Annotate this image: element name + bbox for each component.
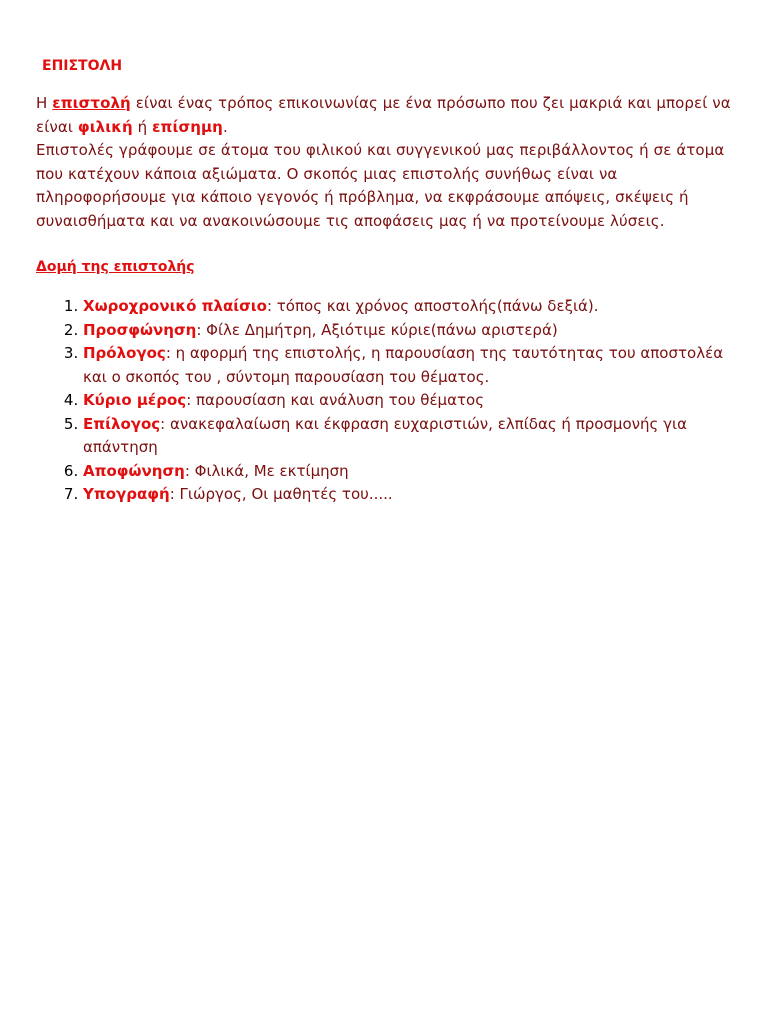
list-item-text: : Φίλε Δημήτρη, Αξιότιμε κύριε(πάνω αριστερά) [196,320,558,339]
list-item-text: : τόπος και χρόνος αποστολής(πάνω δεξιά). [266,297,599,315]
list-item [83,483,732,507]
term-letter: επιστολή [52,94,131,112]
list-item-text: : η αφορμή της επιστολής, η παρουσίαση της ταυτότητας του αποστολέα και ο σκοπός του , σύντομη παρουσίαση του θέματος. [83,344,724,386]
list-item-text: : ανακεφαλαίωση και έκφραση ευχαριστιών, ελπίδας ή προσμονής για απάντηση [83,414,687,456]
list-item-term: Προσφώνηση [83,320,197,339]
list-item-text: : παρουσίαση και ανάλυση του θέματος [186,391,485,409]
list-item [83,295,732,319]
structure-list [36,295,732,507]
term-formal: επίσημη [152,117,223,136]
intro-text: Η [36,94,53,112]
list-item [83,319,732,343]
intro-text: είναι ένας τρόπος επικοινωνίας με ένα πρόσωπο που ζει μακριά και μπορεί να είναι [36,94,731,136]
list-item-text: : Φιλικά, Με εκτίμηση [184,461,349,480]
intro-second-paragraph: Επιστολές γράφουμε σε άτομα του φιλικού και συγγενικού μας περιβάλλοντος ή σε άτομα που κατέχουν κάποια αξιώματα. Ο σκοπός μιας επιστολής συνήθως είναι να πληροφορήσουμε για κάποιο γεγονός ή πρόβλημα, να εκφράσουμε απόψεις, σκέψεις ή συναισθήματα και να ανακοινώσουμε τις αποφάσεις μας ή να προτείνουμε λύσεις. [36,141,725,230]
list-item [83,460,732,484]
list-item [83,342,732,389]
intro-paragraph [36,92,732,233]
list-item-term: Επίλογος [83,414,161,433]
list-item-term: Αποφώνηση [83,461,185,480]
list-item [83,413,732,460]
list-item [83,389,732,413]
list-item-term: Πρόλογος [83,344,166,362]
list-item-term: Χωροχρονικό πλαίσιο [83,297,267,315]
list-item-term: Κύριο μέρος [83,391,187,409]
document-title: ΕΠΙΣΤΟΛΗ [42,58,123,74]
term-friendly: φιλική [77,117,133,136]
structure-heading: Δομή της επιστολής [36,259,195,275]
intro-text: . [222,117,228,136]
list-item-text: : Γιώργος, Οι μαθητές του..... [169,485,393,503]
intro-text: ή [132,117,153,136]
list-item-term: Υπογραφή [83,485,170,503]
